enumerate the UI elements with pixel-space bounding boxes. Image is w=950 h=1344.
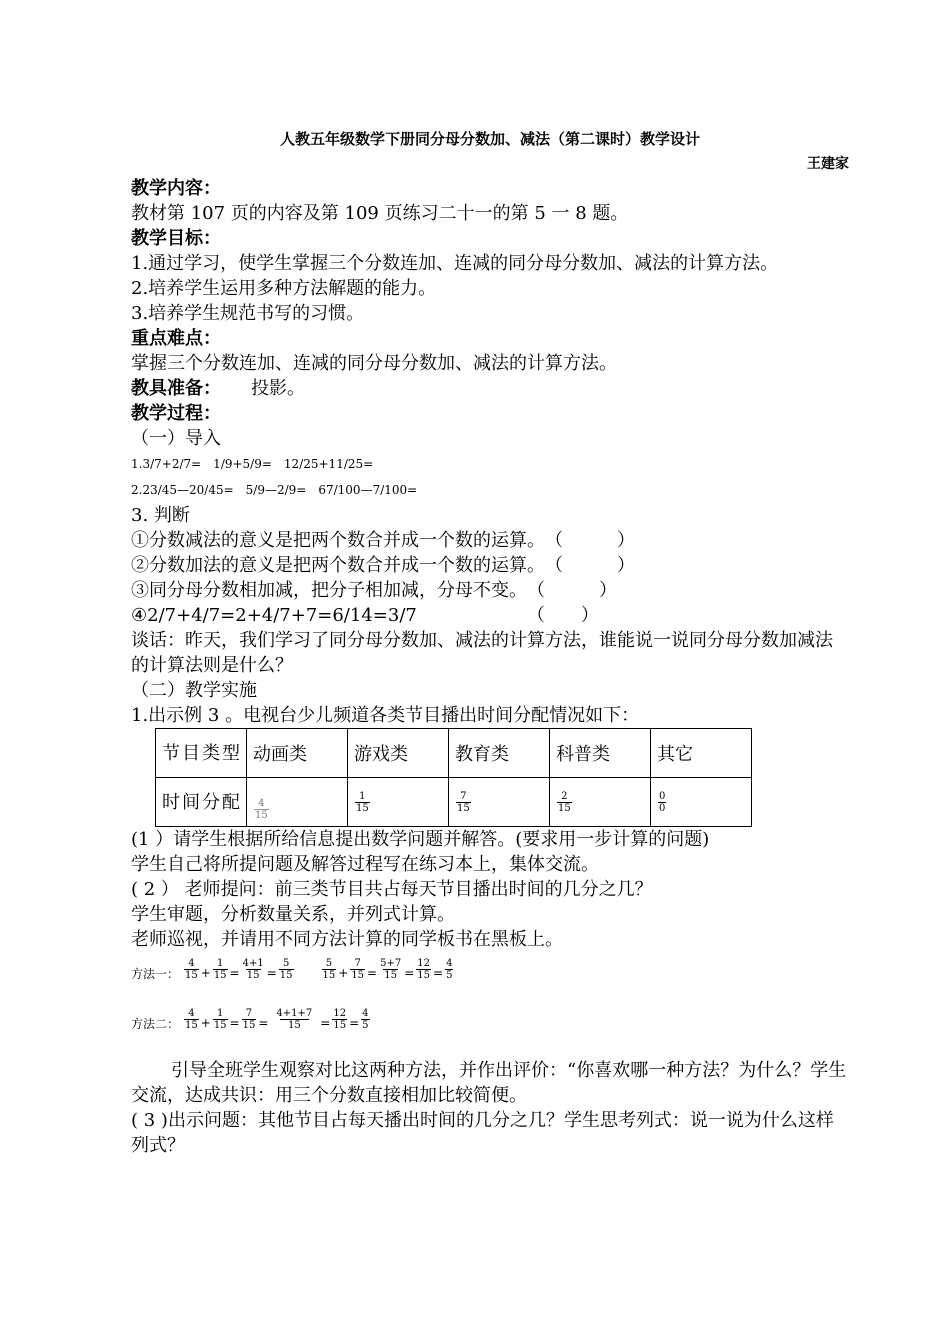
fraction: $\frac{5}{15}$ [279, 957, 293, 981]
fraction: $\frac{1}{15}$ [213, 1007, 227, 1031]
intro-subheading: （一）导入 [131, 428, 221, 449]
table-row [156, 729, 752, 778]
table-cell [651, 778, 752, 827]
table-cell [550, 778, 651, 827]
answer-blank: （ ） [545, 530, 635, 551]
example-text: 1.出示例 3 。电视台少儿频道各类节目播出时间分配情况如下： [131, 705, 640, 726]
fraction: $\frac{0}{0}$ [659, 790, 666, 814]
talk-text: 谈话：昨天，我们学习了同分母分数加、减法的计算方法，谁能说一说同分母分数加减法的计算法则是什么？ [131, 630, 833, 676]
tools-text: 投影。 [251, 378, 305, 399]
table-header-cell: 教育类 [449, 729, 550, 778]
table-row-label: 时间分配 [156, 778, 247, 827]
fraction: $\frac{1}{15}$ [213, 957, 227, 981]
program-table [155, 728, 752, 827]
goal-item: 1.通过学习，使学生掌握三个分数连加、连减的同分母分数加、减法的计算方法。 [131, 253, 779, 274]
exercise-line-1: 1.3/7+2/7= 1/9+5/9= 12/25+11/25= [131, 457, 374, 471]
guide-text: 引导全班学生观察对比这两种方法，并作出评价：“你喜欢哪一种方法？为什么？学生交流，达成共识：用三个分数直接相加比较简便。 [131, 1060, 847, 1106]
method-one: 方法一： $\frac{4}{15}$ + $\frac{1}{15}$ = $\frac{4+1}{15}$ = $\frac{5}{15}$ $\frac{5}{15}$ + $\frac{7}{15}$ = $\frac{5+7}{15}$ = $\frac{12}{15}$ = $\frac{4}{5}$ [131, 957, 453, 981]
tools-heading: 教具准备： [131, 378, 221, 399]
goal-item: 3.培养学生规范书写的习惯。 [131, 303, 365, 324]
process-heading: 教学过程： [131, 403, 221, 424]
fraction: $\frac{5}{15}$ [322, 957, 336, 981]
fraction: $\frac{7}{15}$ [351, 957, 365, 981]
fraction: $\frac{5+7}{15}$ [380, 957, 402, 981]
content-text: 教材第 107 页的内容及第 109 页练习二十一的第 5 一 8 题。 [131, 203, 629, 224]
exercise-line-2: 2.23/45—20/45= 5/9—2/9= 67/100—7/100= [131, 483, 418, 497]
table-row [156, 778, 752, 827]
table-header-cell: 科普类 [550, 729, 651, 778]
answer-blank: （ ） [526, 605, 599, 626]
fraction: $\frac{12}{15}$ [417, 957, 431, 981]
fraction: $\frac{2}{15}$ [558, 790, 571, 814]
table-cell [449, 778, 550, 827]
fraction: $\frac{7}{15}$ [242, 1007, 256, 1031]
fraction: $\frac{4}{15}$ [255, 797, 268, 821]
fraction: $\frac{4}{15}$ [185, 1007, 198, 1031]
judge-item: ①分数减法的意义是把两个数合并成一个数的运算。（ ） [131, 530, 635, 551]
goal-item: 2.培养学生运用多种方法解题的能力。 [131, 278, 437, 299]
fraction: $\frac{4+1+7}{15}$ [276, 1007, 313, 1031]
table-header-cell: 游戏类 [348, 729, 449, 778]
fraction: $\frac{4}{15}$ [185, 957, 198, 981]
judge-title: 3. 判断 [131, 505, 190, 526]
goals-heading: 教学目标： [131, 228, 221, 249]
table-header-cell: 节目类型 [156, 729, 247, 778]
step-2a: ( 2 ） 老师提问：前三类节目共占每天节目播出时间的几分之几？ [131, 879, 653, 900]
step-1a: (1 ）请学生根据所给信息提出数学问题并解答。(要求用一步计算的问题) [131, 829, 710, 850]
answer-blank: （ ） [545, 555, 635, 576]
answer-blank: （ ） [527, 580, 617, 601]
fraction: $\frac{4}{5}$ [446, 957, 453, 981]
document-body [131, 176, 849, 1158]
impl-subheading: （二）教学实施 [131, 680, 257, 701]
key-heading: 重点难点： [131, 328, 221, 349]
key-text: 掌握三个分数连加、连减的同分母分数加、减法的计算方法。 [131, 353, 617, 374]
table-header-cell: 动画类 [247, 729, 348, 778]
judge-item: ④2/7+4/7=2+4/7+7=6/14=3/7 （ ） [131, 605, 599, 626]
judge-item: ③同分母分数相加减，把分子相加减，分母不变。（ ） [131, 580, 617, 601]
judge-item: ②分数加法的意义是把两个数合并成一个数的运算。（ ） [131, 555, 635, 576]
fraction: $\frac{4}{5}$ [362, 1007, 369, 1031]
step-2b: 学生审题，分析数量关系，并列式计算。 [131, 904, 455, 925]
author-name: 王建家 [807, 156, 849, 172]
tools-line [131, 376, 849, 401]
step-2c: 老师巡视，并请用不同方法计算的同学板书在黑板上。 [131, 929, 563, 950]
step-1b: 学生自己将所提问题及解答过程写在练习本上，集体交流。 [131, 854, 599, 875]
fraction: $\frac{7}{15}$ [457, 790, 470, 814]
fraction: $\frac{12}{15}$ [333, 1007, 347, 1031]
method-two: 方法二： $\frac{4}{15}$ + $\frac{1}{15}$ = $\frac{7}{15}$ = $\frac{4+1+7}{15}$ = $\frac{12}{15}$ = $\frac{4}{5}$ [131, 1007, 369, 1031]
table-cell [247, 778, 348, 827]
table-cell [348, 778, 449, 827]
page-title: 人教五年级数学下册同分母分数加、减法（第二课时）教学设计 [279, 130, 700, 148]
step-3: ( 3 )出示问题：其他节目占每天播出时间的几分之几？学生思考列式：说一说为什么这样列式？ [131, 1110, 834, 1156]
fraction: $\frac{1}{15}$ [356, 790, 369, 814]
fraction: $\frac{4+1}{15}$ [242, 957, 264, 981]
table-header-cell: 其它 [651, 729, 752, 778]
content-heading: 教学内容： [131, 178, 221, 199]
